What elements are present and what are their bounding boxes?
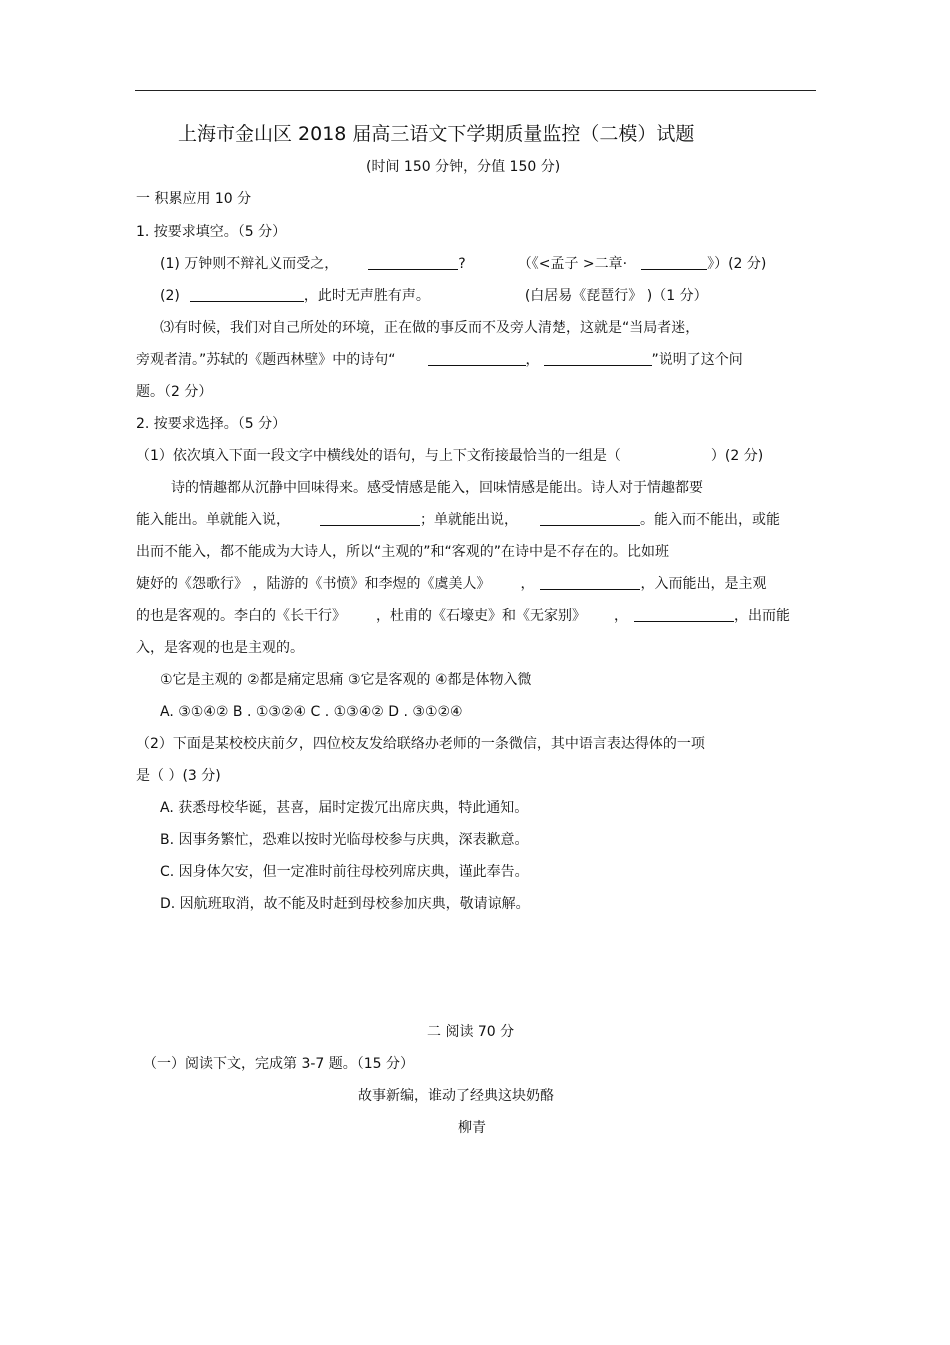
reading-part: （一）阅读下文，完成第 3-7 题。（15 分） — [143, 1056, 415, 1072]
option-list: A. ③①④② B . ①③②④ C . ①③④② D . ③①②④ — [160, 704, 463, 720]
question-stem: 1. 按要求填空。（5 分） — [136, 224, 287, 240]
q2-sub2-line1: （2）下面是某校校庆前夕，四位校友发给联络办老师的一条微信，其中语言表达得体的一项 — [136, 736, 705, 752]
answer-blank — [634, 607, 734, 622]
q1-item2-label: (2) — [160, 288, 180, 304]
q1-item1 — [160, 255, 766, 273]
choice-list: ①它是主观的 ②都是痛定思痛 ③它是客观的 ④都是体物入微 — [160, 672, 532, 688]
q1-item3-line2 — [136, 351, 743, 369]
q1-item1-text: (1) 万钟则不辩礼义而受之， — [160, 256, 339, 272]
passage-line — [136, 511, 780, 529]
answer-blank — [641, 255, 707, 270]
top-rule — [135, 90, 816, 91]
q2-sub1-score: ）(2 分) — [710, 448, 764, 464]
q1-item3-line1: ⑶有时候，我们对自己所处的环境，正在做的事反而不及旁人清楚，这就是“当局者迷， — [160, 320, 700, 336]
q1-item3-tail: ”说明了这个问 — [651, 352, 743, 368]
passage-line: 诗的情趣都从沉静中回味得来。感受情感是能入，回味情感是能出。诗人对于情趣都要 — [171, 480, 703, 496]
passage-line — [136, 575, 766, 593]
q1-item3-comma: ， — [525, 352, 540, 368]
q1-item2-source: (白居易《琵琶行》 )（1 分） — [524, 288, 708, 304]
section-heading: 一 积累应用 10 分 — [136, 191, 252, 207]
q1-item3-text: 旁观者清。”苏轼的《题西林壁》中的诗句“ — [136, 352, 396, 368]
page-title: 上海市金山区 2018 届高三语文下学期质量监控（二模）试题 — [178, 123, 695, 145]
passage-line — [136, 607, 790, 625]
passage-line: 入，是客观的也是主观的。 — [136, 640, 304, 656]
passage-text: ，杜甫的《石壕吏》和《无家别》 — [376, 608, 586, 624]
question-stem: 2. 按要求选择。（5 分） — [136, 416, 287, 432]
q2-sub2-line2: 是（ ）(3 分) — [136, 768, 221, 784]
passage-text: ， — [614, 608, 628, 624]
article-author: 柳青 — [458, 1120, 486, 1136]
answer-blank — [428, 351, 526, 366]
q1-item3-line3: 题。（2 分） — [136, 384, 213, 400]
passage-text: ；单就能出说， — [420, 512, 518, 528]
q1-item2 — [160, 287, 708, 305]
page-subtitle: (时间 150 分钟，分值 150 分) — [366, 159, 561, 175]
passage-text: 婕妤的《怨歌行》 ，陆游的《书愤》和李煜的《虞美人》 — [136, 576, 491, 592]
passage-text: 。能入而不能出，或能 — [640, 512, 780, 528]
answer-blank — [320, 511, 420, 526]
q1-item1-mark: ? — [458, 256, 466, 272]
passage-text: 能入能出。单就能入说， — [136, 512, 290, 528]
q2-sub1 — [136, 447, 763, 465]
passage-text: ，入而能出，是主观 — [640, 576, 767, 592]
option-a: A. 获悉母校华诞，甚喜，届时定拨冗出席庆典，特此通知。 — [160, 800, 529, 816]
answer-blank — [190, 287, 304, 302]
answer-blank — [540, 511, 640, 526]
passage-text: 的也是客观的。李白的《长干行》 — [136, 608, 346, 624]
option-c: C. 因身体欠安，但一定准时前往母校列席庆典，谨此奉告。 — [160, 864, 529, 880]
q1-item1-source: （《<孟子 >二章· — [517, 256, 628, 272]
answer-blank — [540, 575, 640, 590]
option-b: B. 因事务繁忙，恐难以按时光临母校参与庆典，深表歉意。 — [160, 832, 529, 848]
option-d: D. 因航班取消，故不能及时赶到母校参加庆典，敬请谅解。 — [160, 896, 530, 912]
passage-text: ，出而能 — [734, 608, 790, 624]
answer-blank — [544, 351, 652, 366]
q1-item2-text: ，此时无声胜有声。 — [303, 288, 430, 304]
passage-text: ， — [520, 576, 535, 592]
q2-sub1-text: （1）依次填入下面一段文字中横线处的语句，与上下文衔接最恰当的一组是（ — [136, 448, 621, 464]
q1-item1-score: 》）(2 分) — [707, 256, 767, 272]
article-title: 故事新编，谁动了经典这块奶酪 — [358, 1088, 554, 1104]
passage-line: 出而不能入，都不能成为大诗人，所以“主观的”和“客观的”在诗中是不存在的。比如班 — [136, 544, 670, 560]
answer-blank — [368, 255, 458, 270]
section-heading: 二 阅读 70 分 — [427, 1024, 515, 1040]
